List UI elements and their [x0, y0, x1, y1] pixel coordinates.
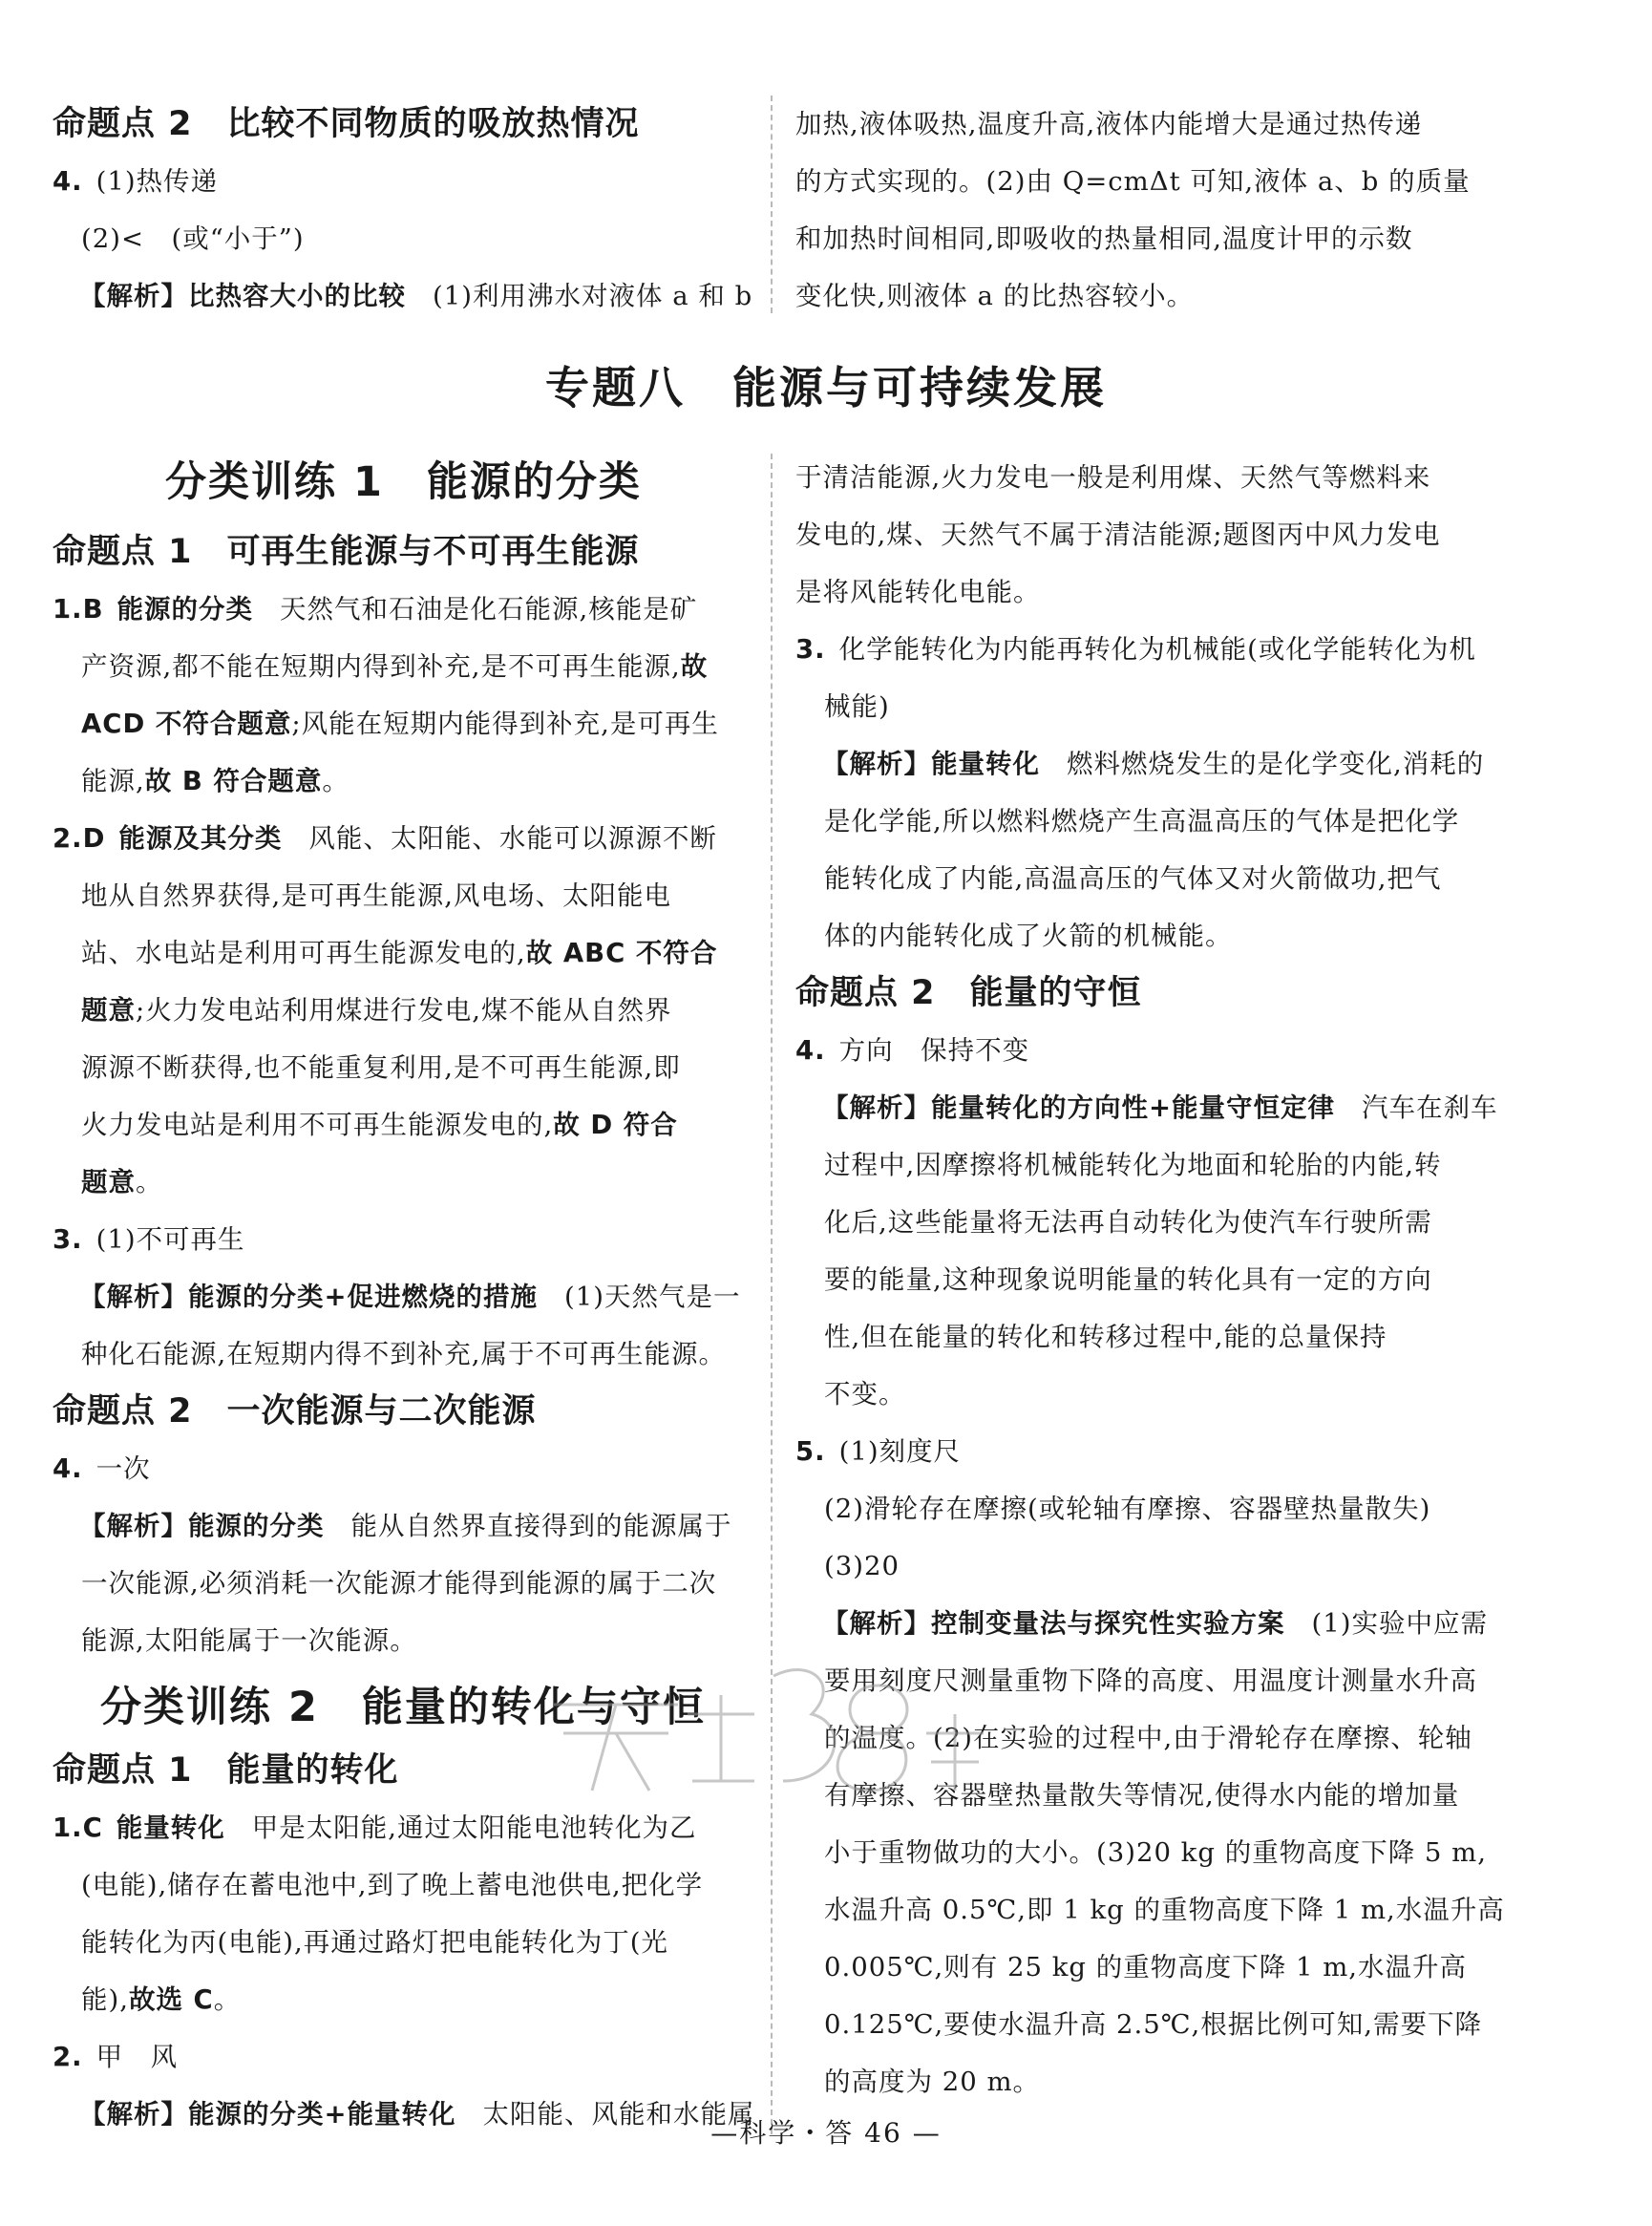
chapter-title: 专题八 能源与可持续发展: [545, 362, 1107, 413]
answer-line: 4. 方向 保持不变: [795, 1035, 1030, 1066]
text-line: 水温升高 0.5℃,即 1 kg 的重物高度下降 1 m,水温升高: [824, 1895, 1505, 1925]
section-heading: 命题点 2 比较不同物质的吸放热情况: [53, 105, 640, 143]
answer-line: 5. (1)刻度尺: [795, 1436, 962, 1467]
answer-line: 4. (1)热传递: [53, 166, 219, 197]
training-title: 分类训练 1 能源的分类: [165, 458, 642, 506]
text-line: 的方式实现的。(2)由 Q=cmΔt 可知,液体 a、b 的质量: [795, 166, 1471, 197]
analysis-line: 【解析】能量转化的方向性+能量守恒定律 汽车在刹车: [822, 1092, 1498, 1123]
text-line: 过程中,因摩擦将机械能转化为地面和轮胎的内能,转: [824, 1150, 1442, 1180]
answer-line: 2.D 能源及其分类 风能、太阳能、水能可以源源不断: [53, 823, 717, 854]
section-heading: 命题点 2 能量的守恒: [795, 974, 1142, 1012]
text-line: 要用刻度尺测量重物下降的高度、用温度计测量水升高: [824, 1665, 1477, 1696]
text-line: 一次能源,必须消耗一次能源才能得到能源的属于二次: [81, 1568, 717, 1599]
text-line: 要的能量,这种现象说明能量的转化具有一定的方向: [824, 1264, 1432, 1295]
text-line: 产资源,都不能在短期内得到补充,是不可再生能源,故: [81, 651, 709, 682]
right-column: [795, 449, 1505, 2110]
text-line: 和加热时间相同,即吸收的热量相同,温度计甲的示数: [795, 223, 1413, 254]
analysis-tag: 【解析】能量转化的方向性+能量守恒定律: [822, 1092, 1336, 1123]
column-divider: [771, 95, 773, 313]
text-line: 能),故选 C。: [81, 1984, 242, 2015]
analysis-line: 【解析】比热容大小的比较 (1)利用沸水对液体 a 和 b: [79, 281, 753, 311]
text-line: 的温度。(2)在实验的过程中,由于滑轮存在摩擦、轮轴: [824, 1723, 1472, 1753]
question-number: 4.: [53, 166, 83, 197]
text-line: 加热,液体吸热,温度升高,液体内能增大是通过热传递: [795, 109, 1423, 139]
text-line: 火力发电站是利用不可再生能源发电的,故 D 符合: [81, 1110, 678, 1140]
answer-line: (2)滑轮存在摩擦(或轮轴有摩擦、容器壁热量散失): [824, 1494, 1431, 1524]
text-line: 能源,故 B 符合题意。: [81, 766, 349, 796]
analysis-line: 【解析】能源的分类 能从自然界直接得到的能源属于: [79, 1511, 732, 1541]
analysis-tag: 【解析】能源的分类+促进燃烧的措施: [79, 1282, 539, 1312]
text-line: 0.005℃,则有 25 kg 的重物高度下降 1 m,水温升高: [824, 1952, 1468, 1982]
left-column: [53, 449, 755, 2143]
text-line: 小于重物做功的大小。(3)20 kg 的重物高度下降 5 m,: [824, 1837, 1487, 1868]
answer-line: 1.C 能量转化 甲是太阳能,通过太阳能电池转化为乙: [53, 1813, 697, 1843]
page-footer: —科学・答 46 —: [710, 2117, 942, 2149]
analysis-line: 【解析】能源的分类+促进燃烧的措施 (1)天然气是一: [79, 1282, 741, 1312]
text-line: 于清洁能源,火力发电一般是利用煤、天然气等燃料来: [795, 462, 1431, 493]
section-heading: 命题点 2 一次能源与二次能源: [53, 1392, 537, 1431]
text-line: 能源,太阳能属于一次能源。: [81, 1625, 417, 1656]
text-line: 0.125℃,要使水温升高 2.5℃,根据比例可知,需要下降: [824, 2009, 1482, 2040]
text-line: 有摩擦、容器壁热量散失等情况,使得水内能的增加量: [824, 1780, 1460, 1811]
section-heading: 命题点 1 可再生能源与不可再生能源: [53, 533, 640, 571]
analysis-line: 【解析】能量转化 燃料燃烧发生的是化学变化,消耗的: [822, 749, 1485, 779]
text-line: 发电的,煤、天然气不属于清洁能源;题图丙中风力发电: [795, 519, 1441, 550]
answer-line: 3. 化学能转化为内能再转化为机械能(或化学能转化为机: [795, 634, 1476, 665]
analysis-tag: 【解析】能源的分类+能量转化: [79, 2099, 456, 2130]
top-left-column: [53, 95, 753, 325]
text-line: 是化学能,所以燃料燃烧产生高温高压的气体是把化学: [824, 806, 1460, 837]
text-line: 械能): [824, 691, 890, 722]
analysis-tag: 【解析】能量转化: [822, 749, 1040, 779]
text-line: 源源不断获得,也不能重复利用,是不可再生能源,即: [81, 1052, 681, 1083]
analysis-tag: 【解析】能源的分类: [79, 1511, 325, 1541]
text-line: 题意。: [81, 1167, 163, 1198]
text-line: 种化石能源,在短期内得不到补充,属于不可再生能源。: [81, 1339, 726, 1369]
text-line: 体的内能转化成了火箭的机械能。: [824, 921, 1233, 951]
text-line: 题意;火力发电站利用煤进行发电,煤不能从自然界: [81, 995, 672, 1026]
text-line: ACD 不符合题意;风能在短期内能得到补充,是可再生: [81, 709, 719, 739]
analysis-line: 【解析】控制变量法与探究性实验方案 (1)实验中应需: [822, 1608, 1488, 1639]
text-line: 性,但在能量的转化和转移过程中,能的总量保持: [824, 1322, 1387, 1352]
answer-line: 2. 甲 风: [53, 2042, 179, 2072]
analysis-tag: 【解析】控制变量法与探究性实验方案: [822, 1608, 1285, 1639]
text-line: 不变。: [824, 1379, 906, 1410]
text-line: 是将风能转化电能。: [795, 577, 1041, 607]
text-line: 的高度为 20 m。: [824, 2067, 1041, 2097]
text-line: 能转化成了内能,高温高压的气体又对火箭做功,把气: [824, 863, 1442, 894]
text-line: 站、水电站是利用可再生能源发电的,故 ABC 不符合: [81, 938, 718, 968]
answer-line: 3. (1)不可再生: [53, 1224, 245, 1255]
text-line: 变化快,则液体 a 的比热容较小。: [795, 281, 1195, 311]
text-line: 能转化为丙(电能),再通过路灯把电能转化为丁(光: [81, 1927, 668, 1958]
column-divider: [771, 454, 773, 2134]
answer-line: 4. 一次: [53, 1453, 151, 1484]
text-line: 化后,这些能量将无法再自动转化为使汽车行驶所需: [824, 1207, 1432, 1238]
analysis-tag: 【解析】比热容大小的比较: [79, 281, 406, 311]
answer-line: (2)< (或“小于”): [81, 223, 305, 254]
training-title: 分类训练 2 能量的转化与守恒: [100, 1684, 706, 1731]
watermark-logo: [535, 1647, 993, 1829]
text-line: (电能),储存在蓄电池中,到了晚上蓄电池供电,把化学: [81, 1870, 704, 1900]
section-heading: 命题点 1 能量的转化: [53, 1751, 399, 1790]
analysis-line: 【解析】能源的分类+能量转化 太阳能、风能和水能属: [79, 2099, 755, 2130]
answer-line: (3)20: [824, 1551, 900, 1581]
top-right-column: [795, 95, 1488, 325]
answer-line: 1.B 能源的分类 天然气和石油是化石能源,核能是矿: [53, 594, 698, 625]
text-line: 地从自然界获得,是可再生能源,风电场、太阳能电: [81, 880, 671, 911]
